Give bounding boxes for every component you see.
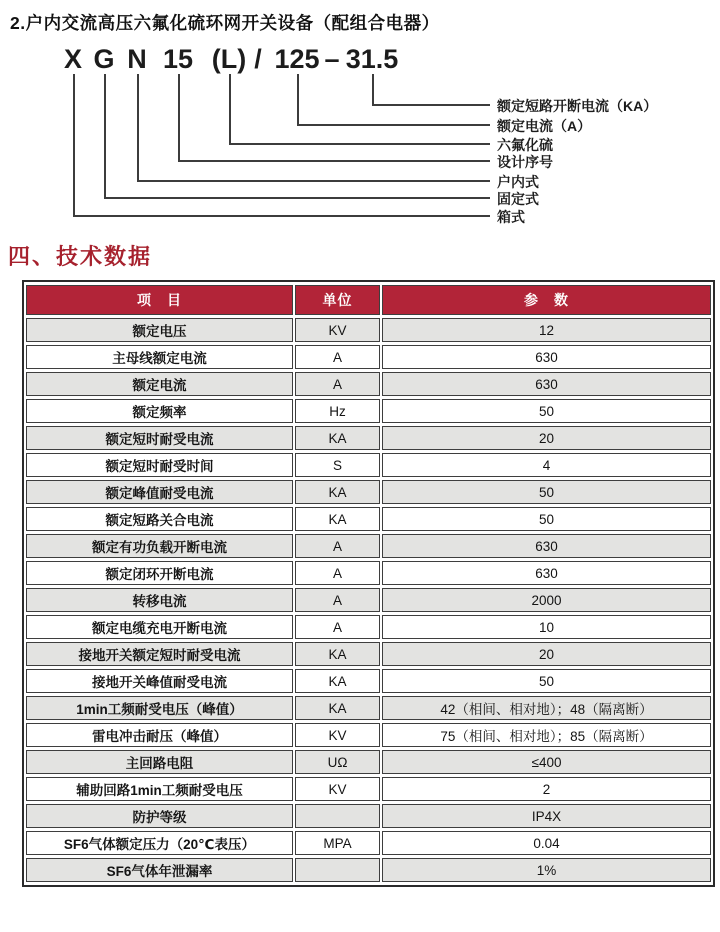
table-row — [26, 534, 711, 558]
unit-cell: KV — [295, 318, 380, 342]
unit-cell: KA — [295, 696, 380, 720]
parameter-cell: 2000 — [382, 588, 711, 612]
item-cell: 额定电压 — [26, 318, 293, 342]
designation-label: 固定式 — [497, 191, 539, 207]
unit-cell: KA — [295, 669, 380, 693]
table-row — [26, 669, 711, 693]
item-cell: 防护等级 — [26, 804, 293, 828]
item-cell: 额定峰值耐受电流 — [26, 480, 293, 504]
parameter-cell: 75（相间、相对地）；85（隔离断） — [382, 723, 711, 747]
designation-label: 设计序号 — [497, 154, 553, 170]
item-cell: 额定短时耐受电流 — [26, 426, 293, 450]
item-cell: 主回路电阻 — [26, 750, 293, 774]
item-cell: 辅助回路1min工频耐受电压 — [26, 777, 293, 801]
section-heading: 四、技术数据 — [8, 244, 153, 269]
unit-cell: KA — [295, 507, 380, 531]
designation-label: 额定电流（A） — [497, 118, 592, 134]
table-row — [26, 615, 711, 639]
item-cell: 额定短路关合电流 — [26, 507, 293, 531]
unit-cell: UΩ — [295, 750, 380, 774]
model-designation-diagram — [0, 0, 720, 240]
unit-cell: A — [295, 372, 380, 396]
header-item: 项 目 — [26, 285, 293, 315]
item-cell: SF6气体额定压力（20℃表压） — [26, 831, 293, 855]
unit-cell: KV — [295, 777, 380, 801]
designation-connector-line — [73, 74, 490, 217]
unit-cell: MPA — [295, 831, 380, 855]
item-cell: 1min工频耐受电压（峰值） — [26, 696, 293, 720]
tech-table-body — [26, 318, 711, 882]
item-cell: 雷电冲击耐压（峰值） — [26, 723, 293, 747]
designation-label: 额定短路开断电流（KA） — [497, 98, 658, 114]
parameter-cell: 0.04 — [382, 831, 711, 855]
parameter-cell: 50 — [382, 507, 711, 531]
parameter-cell: IP4X — [382, 804, 711, 828]
parameter-cell: 50 — [382, 669, 711, 693]
model-part: N — [127, 44, 147, 74]
parameter-cell: 2 — [382, 777, 711, 801]
table-row — [26, 399, 711, 423]
table-row — [26, 858, 711, 882]
item-cell: 额定电流 — [26, 372, 293, 396]
item-cell: 接地开关额定短时耐受电流 — [26, 642, 293, 666]
unit-cell — [295, 858, 380, 882]
item-cell: 额定闭环开断电流 — [26, 561, 293, 585]
designation-label: 箱式 — [497, 209, 525, 225]
unit-cell: Hz — [295, 399, 380, 423]
parameter-cell: 42（相间、相对地）；48（隔离断） — [382, 696, 711, 720]
model-part: 125 — [274, 44, 320, 74]
designation-label: 户内式 — [497, 174, 539, 190]
header-parameter: 参 数 — [382, 285, 711, 315]
model-part: – — [324, 44, 340, 74]
model-part: 31.5 — [345, 44, 399, 74]
parameter-cell: 4 — [382, 453, 711, 477]
table-row — [26, 345, 711, 369]
parameter-cell: 12 — [382, 318, 711, 342]
item-cell: 主母线额定电流 — [26, 345, 293, 369]
technical-data-table — [22, 280, 715, 887]
model-part: (L) — [211, 44, 247, 74]
table-row — [26, 453, 711, 477]
unit-cell: KA — [295, 426, 380, 450]
item-cell: 转移电流 — [26, 588, 293, 612]
item-cell: 额定电缆充电开断电流 — [26, 615, 293, 639]
table-row — [26, 777, 711, 801]
unit-cell: KV — [295, 723, 380, 747]
unit-cell: A — [295, 615, 380, 639]
model-part: / — [254, 44, 262, 74]
parameter-cell: 50 — [382, 399, 711, 423]
table-header-row — [26, 285, 711, 315]
table-row — [26, 480, 711, 504]
table-row — [26, 723, 711, 747]
unit-cell — [295, 804, 380, 828]
unit-cell: A — [295, 534, 380, 558]
unit-cell: A — [295, 561, 380, 585]
parameter-cell: 50 — [382, 480, 711, 504]
table-row — [26, 642, 711, 666]
parameter-cell: 630 — [382, 372, 711, 396]
table-row — [26, 696, 711, 720]
unit-cell: A — [295, 345, 380, 369]
item-cell: 额定有功负载开断电流 — [26, 534, 293, 558]
table-row — [26, 831, 711, 855]
unit-cell: KA — [295, 480, 380, 504]
table-row — [26, 588, 711, 612]
product-title: 2.户内交流高压六氟化硫环网开关设备（配组合电器） — [10, 13, 440, 33]
parameter-cell: 1% — [382, 858, 711, 882]
unit-cell: S — [295, 453, 380, 477]
item-cell: SF6气体年泄漏率 — [26, 858, 293, 882]
header-unit: 单位 — [295, 285, 380, 315]
table-row — [26, 804, 711, 828]
parameter-cell: 630 — [382, 345, 711, 369]
unit-cell: KA — [295, 642, 380, 666]
parameter-cell: 20 — [382, 642, 711, 666]
item-cell: 额定频率 — [26, 399, 293, 423]
table-row — [26, 507, 711, 531]
item-cell: 额定短时耐受时间 — [26, 453, 293, 477]
table-row — [26, 750, 711, 774]
table-row — [26, 318, 711, 342]
table-row — [26, 426, 711, 450]
item-cell: 接地开关峰值耐受电流 — [26, 669, 293, 693]
parameter-cell: 630 — [382, 534, 711, 558]
table-row — [26, 372, 711, 396]
parameter-cell: 10 — [382, 615, 711, 639]
designation-label: 六氟化硫 — [497, 137, 553, 153]
unit-cell: A — [295, 588, 380, 612]
model-part: 15 — [162, 44, 194, 74]
parameter-cell: 20 — [382, 426, 711, 450]
model-part: X — [63, 44, 83, 74]
parameter-cell: ≤400 — [382, 750, 711, 774]
model-part: G — [93, 44, 115, 74]
parameter-cell: 630 — [382, 561, 711, 585]
table-row — [26, 561, 711, 585]
